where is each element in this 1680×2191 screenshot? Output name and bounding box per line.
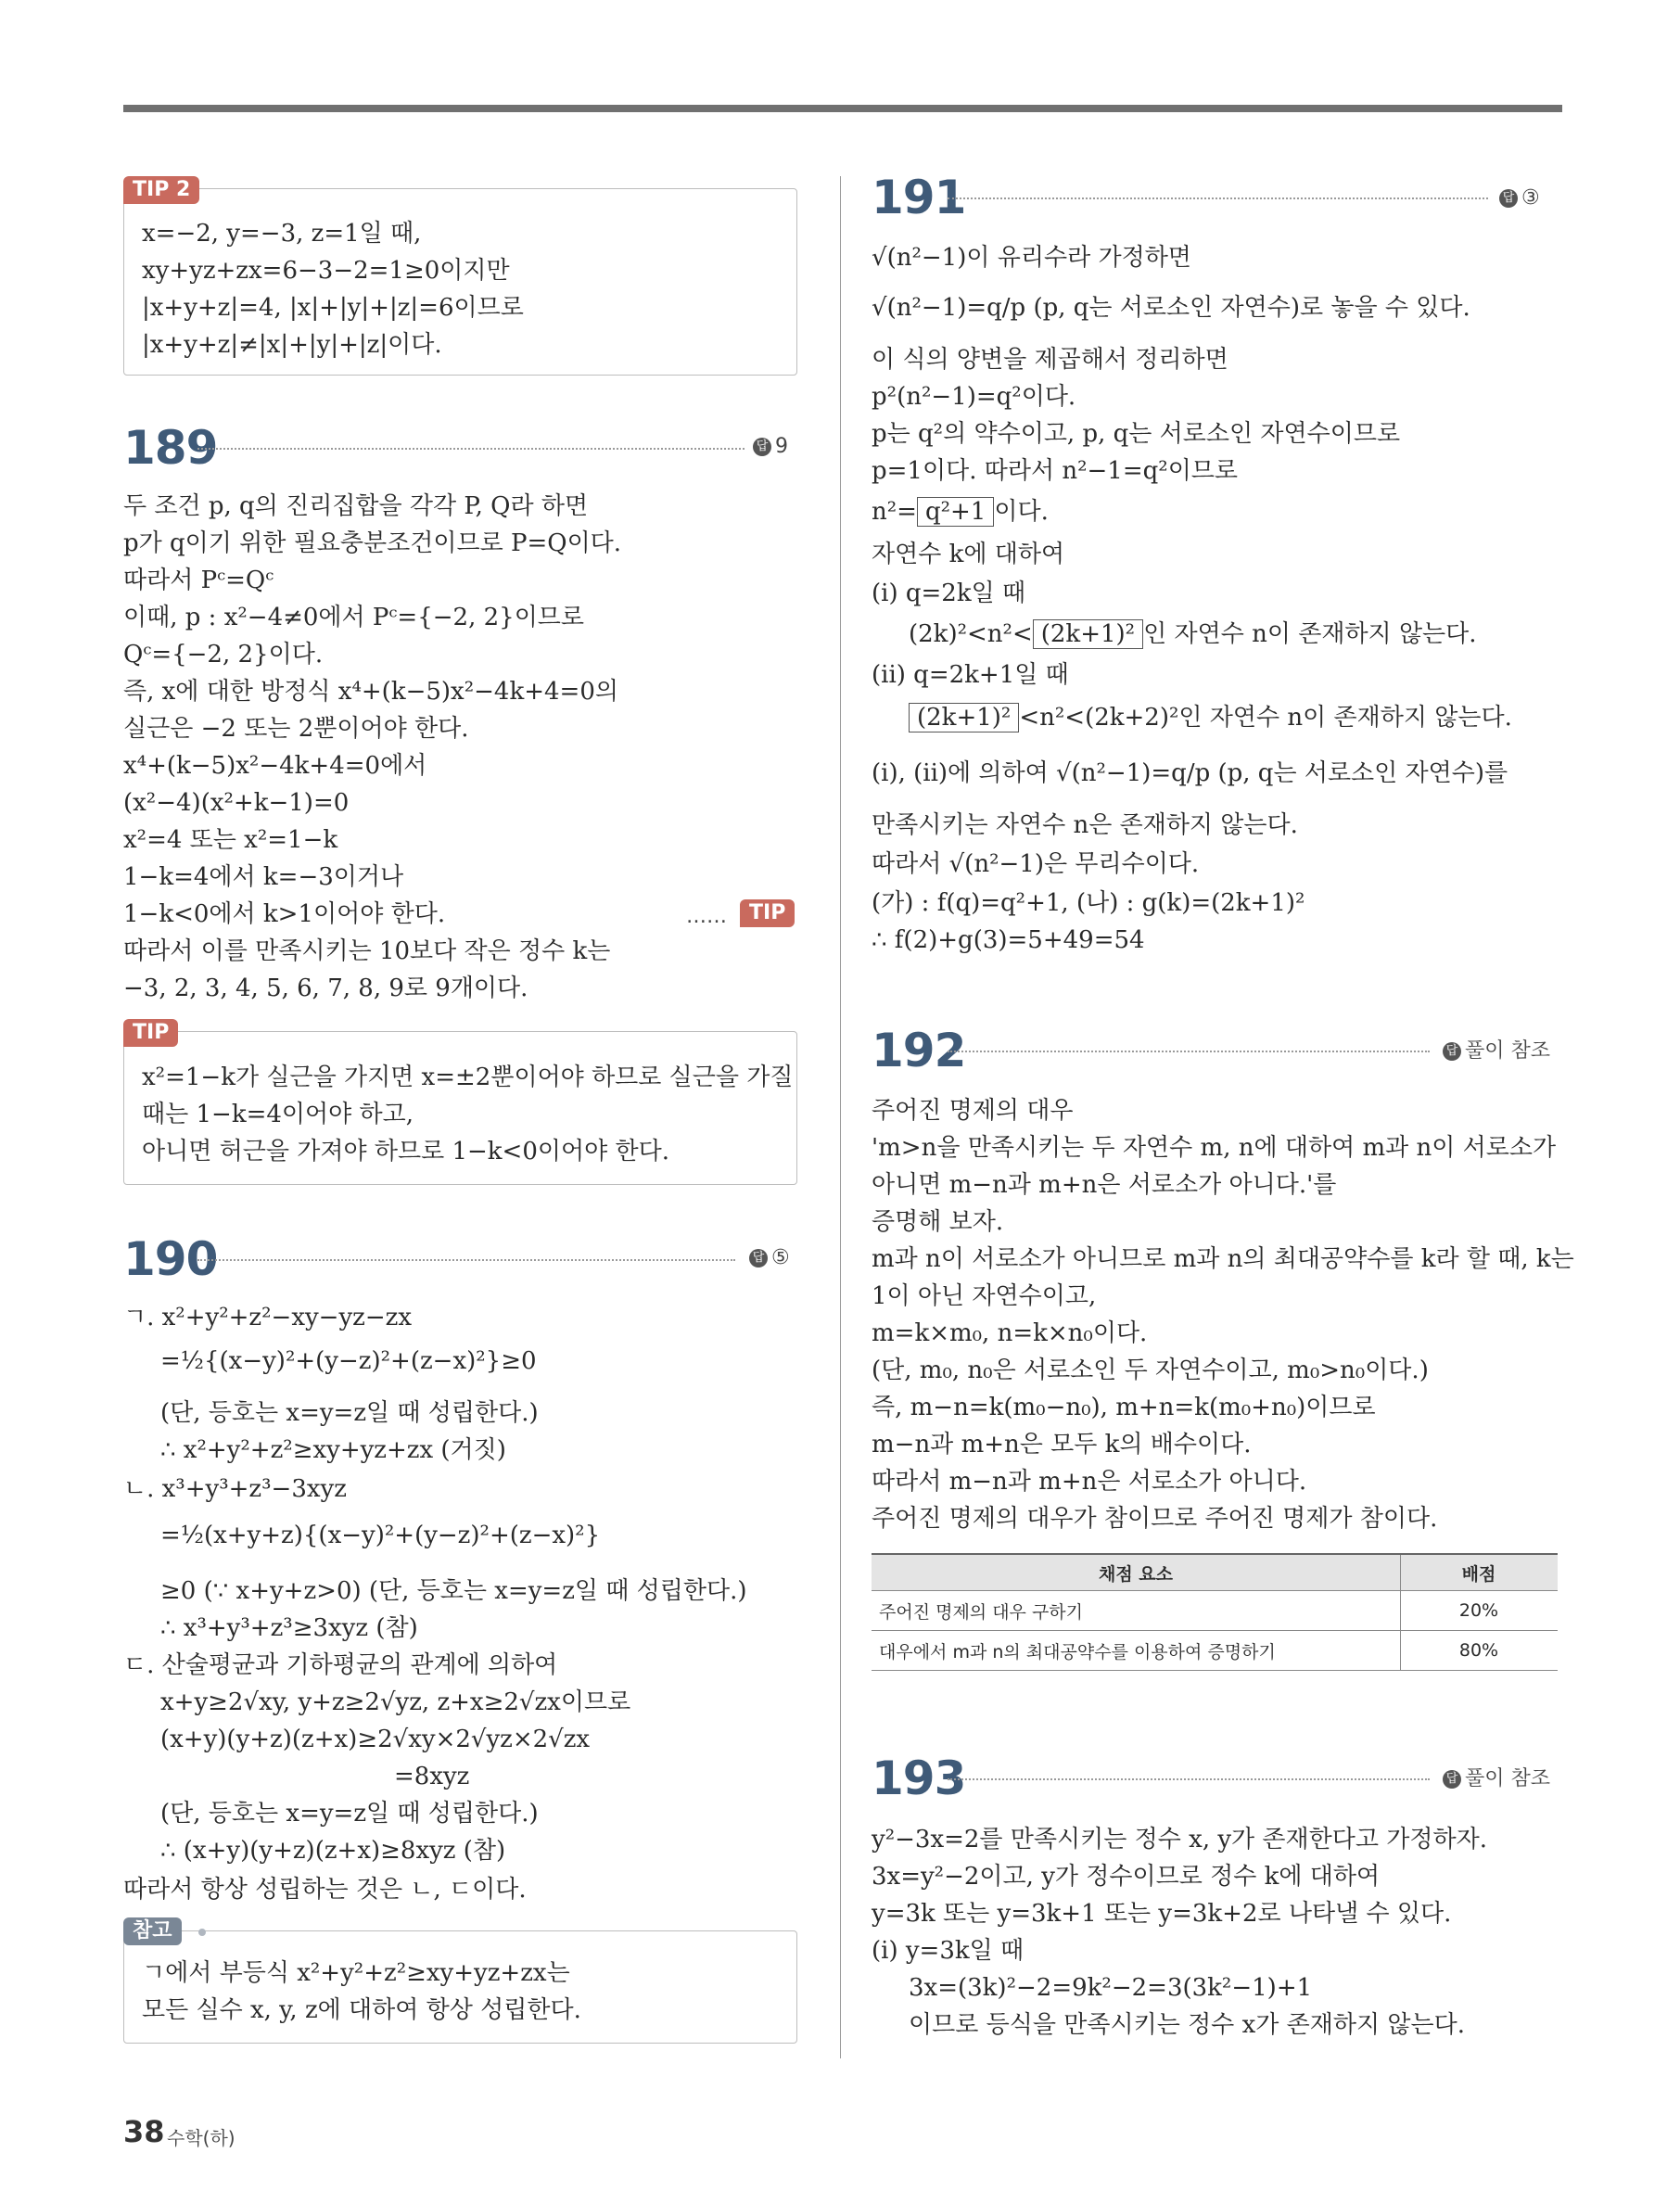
solution-line: 즉, x에 대한 방정식 x⁴+(k−5)x²−4k+4=0의 [123,678,618,706]
solution-line: 3x=(3k)²−2=9k²−2=3(3k²−1)+1 [909,1974,1313,2002]
solution-line: 1−k<0에서 k>1이어야 한다. [123,900,446,928]
question-number-192: 192 [872,1024,966,1077]
question-number-190: 190 [123,1232,218,1286]
solution-line: (단, m₀, n₀은 서로소인 두 자연수이고, m₀>n₀이다.) [872,1357,1429,1384]
solution-line: 따라서 이를 만족시키는 10보다 작은 정수 k는 [123,937,611,965]
solution-line: =8xyz [394,1763,470,1790]
table-header: 채점 요소 [872,1554,1401,1591]
tip2-line: x=−2, y=−3, z=1일 때, [142,220,422,248]
solution-line: x²=4 또는 x²=1−k [123,826,338,854]
solution-line: p는 q²의 약수이고, p, q는 서로소인 자연수이므로 [872,420,1401,448]
solution-line: 주어진 명제의 대우가 참이므로 주어진 명제가 참이다. [872,1505,1438,1533]
blank-box-na2: (2k+1)² [909,703,1019,732]
solution-line: (ii) q=2k+1일 때 [872,661,1069,689]
table-header: 배점 [1401,1554,1559,1591]
solution-line: y²−3x=2를 만족시키는 정수 x, y가 존재한다고 가정하자. [872,1826,1487,1853]
solution-line: 주어진 명제의 대우 [872,1097,1074,1125]
solution-line: 따라서 항상 성립하는 것은 ㄴ, ㄷ이다. [123,1876,527,1904]
table-cell: 80% [1401,1631,1559,1671]
solution-line: p²(n²−1)=q²이다. [872,383,1076,411]
solution-line: 실근은 −2 또는 2뿐이어야 한다. [123,715,469,743]
question-number-191: 191 [872,171,966,224]
solution-line: 두 조건 p, q의 진리집합을 각각 P, Q라 하면 [123,492,589,520]
answer-190 [749,1245,790,1271]
solution-line: (단, 등호는 x=y=z일 때 성립한다.) [160,1800,539,1828]
solution-line: =½(x+y+z){(x−y)²+(y−z)²+(z−x)²} [160,1522,601,1549]
solution-line: 1이 아닌 자연수이고, [872,1282,1097,1310]
solution-line: (i) q=2k일 때 [872,580,1026,607]
solution-line: 따라서 m−n과 m+n은 서로소가 아니다. [872,1468,1307,1496]
blank-box-ga: q²+1 [917,497,994,527]
solution-line: p=1이다. 따라서 n²−1=q²이므로 [872,457,1239,485]
answer-value: 9 [775,435,788,458]
answer-191 [1499,185,1540,211]
solution-line: −3, 2, 3, 4, 5, 6, 7, 8, 9로 9개이다. [123,974,528,1002]
solution-line: 따라서 Pᶜ=Qᶜ [123,567,274,594]
blank-box-na: (2k+1)² [1033,619,1143,649]
tip-tag: TIP [123,1019,178,1047]
answer-value: ③ [1521,186,1540,210]
solution-line: ∴ f(2)+g(3)=5+49=54 [872,926,1145,954]
answer-value: 풀이 참조 [1465,1767,1551,1790]
solution-line: 즉, m−n=k(m₀−n₀), m+n=k(m₀+n₀)이므로 [872,1394,1376,1421]
solution-line: p가 q이기 위한 필요충분조건이므로 P=Q이다. [123,529,622,557]
note-tag: 참고 [123,1917,182,1945]
solution-line: 따라서 √(n²−1)은 무리수이다. [872,850,1200,878]
solution-line: ㄴ. x³+y³+z³−3xyz [123,1475,347,1503]
tip-ref-tag: TIP [740,899,795,927]
solution-line: x+y≥2√xy, y+z≥2√yz, z+x≥2√zx이므로 [160,1688,631,1716]
answer-mark-icon: 답 [1443,1770,1461,1789]
case1-pre: (2k)²<n²< [909,620,1033,648]
table-row [872,1591,1558,1631]
solution-line: 자연수 k에 대하여 [872,541,1065,568]
table-cell: 대우에서 m과 n의 최대공약수를 이용하여 증명하기 [872,1631,1401,1671]
solution-line: ㄷ. 산술평균과 기하평균의 관계에 의하여 [123,1651,558,1679]
solution-line: (i), (ii)에 의하여 √(n²−1)=q/p (p, q는 서로소인 자연수)를 [872,759,1508,787]
solution-line: ∴ x³+y³+z³≥3xyz (참) [160,1614,418,1642]
solution-line: ㄱ. x²+y²+z²−xy−yz−zx [123,1304,412,1331]
tip2-line: xy+yz+zx=6−3−2=1≥0이지만 [142,257,510,285]
solution-line: (단, 등호는 x=y=z일 때 성립한다.) [160,1399,539,1427]
solution-line [909,703,1512,732]
solution-line: (x+y)(y+z)(z+x)≥2√xy×2√yz×2√zx [160,1726,591,1753]
answer-192 [1443,1038,1550,1064]
tip-line: x²=1−k가 실근을 가지면 x=±2뿐이어야 하므로 실근을 가질 [142,1064,794,1091]
solution-line: √(n²−1)=q/p (p, q는 서로소인 자연수)로 놓을 수 있다. [872,294,1470,322]
solution-line: 이 식의 양변을 제곱해서 정리하면 [872,346,1228,374]
solution-line: =½{(x−y)²+(y−z)²+(z−x)²}≥0 [160,1347,537,1375]
solution-line: 'm>n을 만족시키는 두 자연수 m, n에 대하여 m과 n이 서로소가 [872,1134,1557,1162]
solution-line [872,497,1049,527]
answer-193 [1443,1766,1550,1792]
scoring-table [872,1553,1558,1671]
solution-line: ∴ (x+y)(y+z)(z+x)≥8xyz (참) [160,1837,506,1865]
solution-line: m과 n이 서로소가 아니므로 m과 n의 최대공약수를 k라 할 때, k는 [872,1245,1574,1273]
solution-line: 만족시키는 자연수 n은 존재하지 않는다. [872,811,1298,839]
solution-line: 이므로 등식을 만족시키는 정수 x가 존재하지 않는다. [909,2011,1465,2039]
dotted-leader [948,1051,1430,1052]
solution-line: (x²−4)(x²+k−1)=0 [123,789,350,817]
answer-value: ⑤ [771,1246,790,1269]
solution-line: y=3k 또는 y=3k+1 또는 y=3k+2로 나타낼 수 있다. [872,1900,1452,1928]
tip2-tag: TIP 2 [123,176,199,204]
solution-line: Qᶜ={−2, 2}이다. [123,641,324,669]
note-line: 모든 실수 x, y, z에 대하여 항상 성립한다. [142,1996,581,2024]
n2-suffix: 이다. [994,498,1049,526]
dotted-leader [197,1259,735,1261]
solution-line: m=k×m₀, n=k×n₀이다. [872,1319,1148,1347]
solution-line: 이때, p : x²−4≠0에서 Pᶜ={−2, 2}이므로 [123,604,585,631]
answer-189 [753,434,788,460]
page-number: 38 [123,2114,165,2149]
solution-line: (i) y=3k일 때 [872,1937,1025,1965]
tip2-line: |x+y+z|≠|x|+|y|+|z|이다. [142,331,442,359]
top-rule [123,105,1562,112]
solution-line [909,619,1477,649]
dotted-leader [948,197,1488,199]
table-header-row [872,1554,1558,1591]
solution-line: m−n과 m+n은 모두 k의 배수이다. [872,1431,1252,1459]
dotted-leader [948,1778,1430,1780]
book-title: 수학(하) [167,2127,235,2149]
solution-line: (가) : f(q)=q²+1, (나) : g(k)=(2k+1)² [872,889,1305,917]
table-row [872,1631,1558,1671]
n2-prefix: n²= [872,498,917,526]
answer-value: 풀이 참조 [1465,1039,1551,1063]
answer-mark-icon: 답 [1499,189,1518,208]
question-number-189: 189 [123,421,218,475]
solution-line: ≥0 (∵ x+y+z>0) (단, 등호는 x=y=z일 때 성립한다.) [160,1577,747,1605]
tip2-line: |x+y+z|=4, |x|+|y|+|z|=6이므로 [142,294,524,322]
solution-line: √(n²−1)이 유리수라 가정하면 [872,244,1191,272]
case1-post: 인 자연수 n이 존재하지 않는다. [1143,620,1477,648]
table-cell: 20% [1401,1591,1559,1631]
answer-mark-icon: 답 [753,438,771,456]
answer-mark-icon: 답 [749,1249,768,1267]
case2-post: <n²<(2k+2)²인 자연수 n이 존재하지 않는다. [1019,704,1512,732]
tip-line: 때는 1−k=4이어야 하고, [142,1101,414,1128]
solution-line: ∴ x²+y²+z²≥xy+yz+zx (거짓) [160,1436,506,1464]
tip-ref-dots: …… [686,905,727,928]
note-line: ㄱ에서 부등식 x²+y²+z²≥xy+yz+zx는 [142,1959,570,1987]
dotted-leader [197,448,745,450]
solution-line: 아니면 m−n과 m+n은 서로소가 아니다.'를 [872,1171,1337,1199]
note-dot [198,1929,206,1936]
column-divider [840,176,841,2058]
tip-line: 아니면 허근을 가져야 하므로 1−k<0이어야 한다. [142,1138,669,1166]
solution-line: 1−k=4에서 k=−3이거나 [123,863,404,891]
solution-line: 3x=y²−2이고, y가 정수이므로 정수 k에 대하여 [872,1863,1381,1891]
solution-line: 증명해 보자. [872,1208,1004,1236]
answer-mark-icon: 답 [1443,1042,1461,1061]
solution-line: x⁴+(k−5)x²−4k+4=0에서 [123,752,427,780]
table-cell: 주어진 명제의 대우 구하기 [872,1591,1401,1631]
question-number-193: 193 [872,1752,966,1805]
